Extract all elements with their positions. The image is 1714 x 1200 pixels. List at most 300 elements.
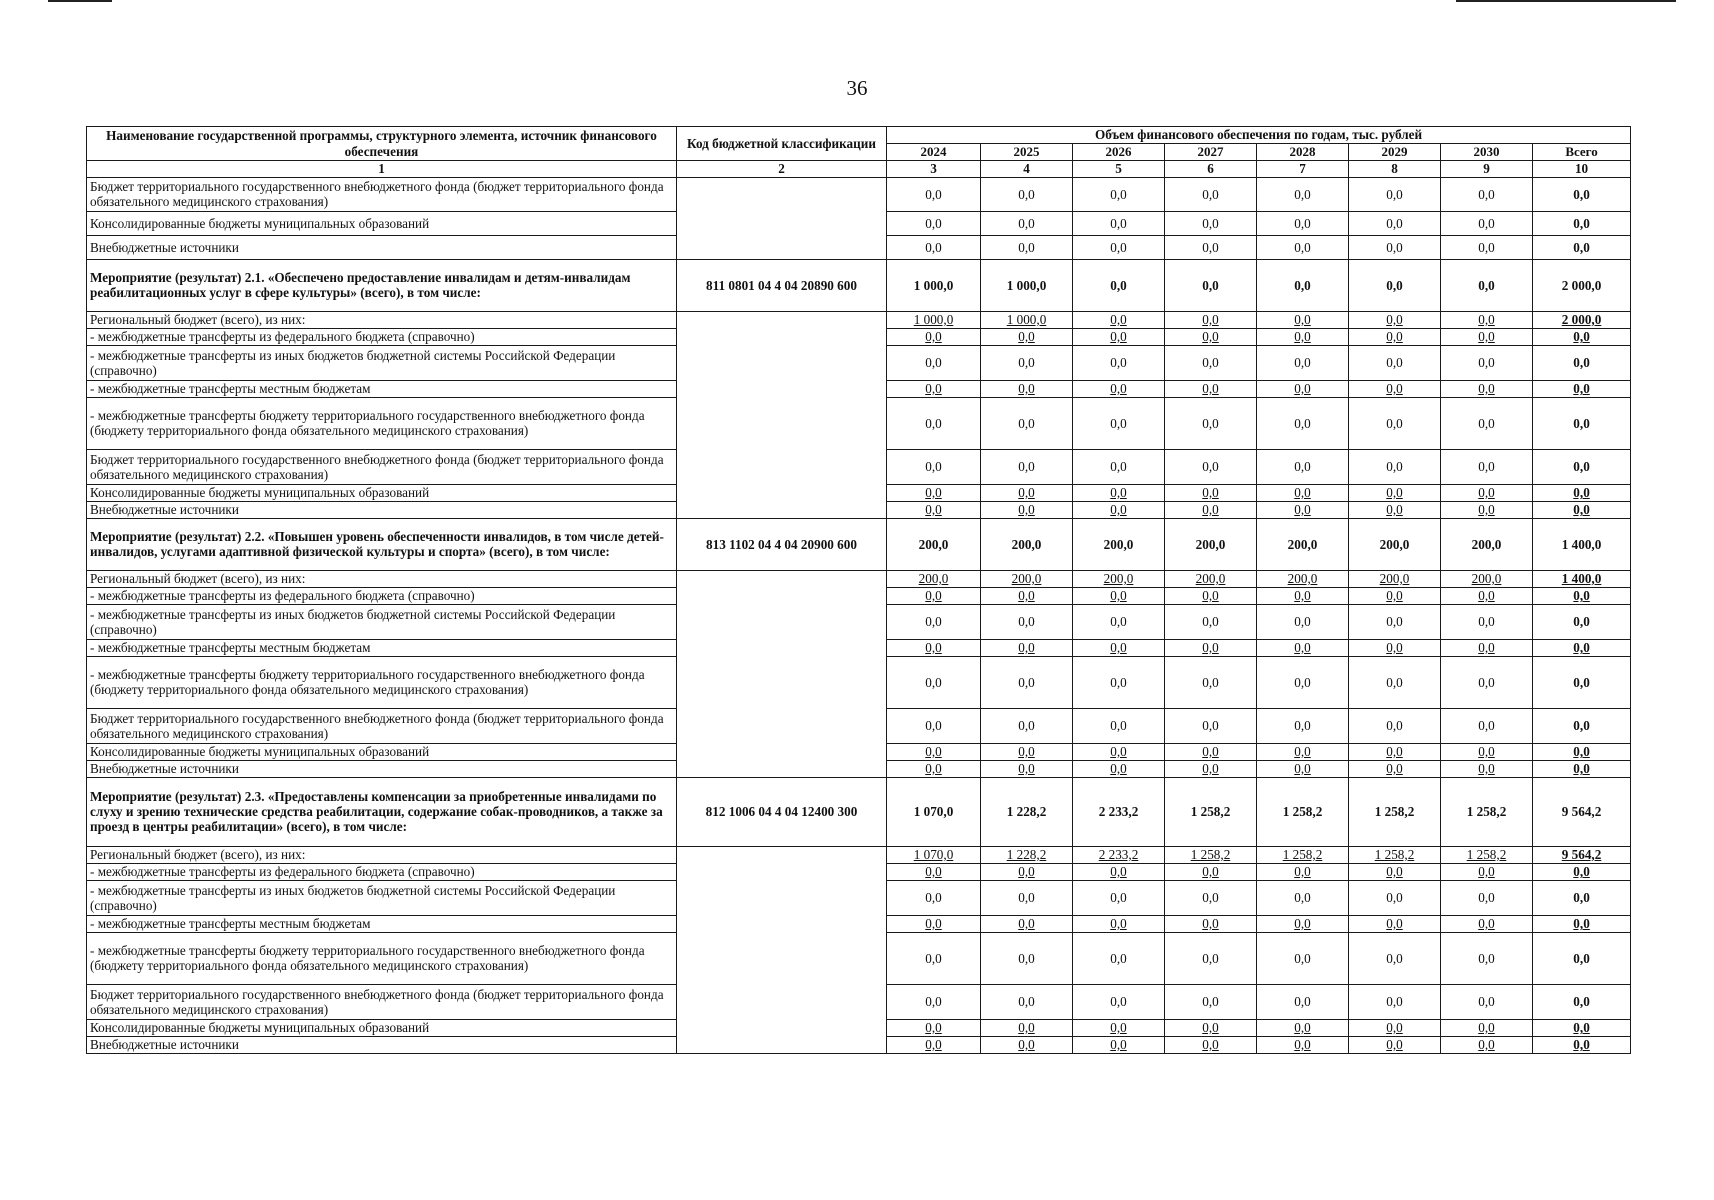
year-value: 0,0 <box>1165 397 1257 449</box>
year-value: 1 000,0 <box>981 259 1073 311</box>
source-row <box>87 177 1631 211</box>
source-name: Внебюджетные источники <box>87 1036 677 1053</box>
source-name: Внебюджетные источники <box>87 760 677 777</box>
event-title: Мероприятие (результат) 2.3. «Предоставлены компенсации за приобретенные инвалидами по слуху и зрению технические средства реабилитации, содержание собак-проводников, а также за проезд в центры реабилитации» (всего), в том числе: <box>87 777 677 846</box>
year-value: 1 258,2 <box>1165 846 1257 863</box>
year-value: 0,0 <box>981 587 1073 604</box>
year-value: 0,0 <box>1441 328 1533 345</box>
year-value: 0,0 <box>981 656 1073 708</box>
year-value: 0,0 <box>1165 235 1257 259</box>
header-name: Наименование государственной программы, структурного элемента, источник финансового обеспечения <box>87 127 677 161</box>
year-value: 0,0 <box>1441 1036 1533 1053</box>
year-value: 0,0 <box>1257 932 1349 984</box>
total-value: 0,0 <box>1533 177 1631 211</box>
year-value: 0,0 <box>1441 708 1533 743</box>
page-number: 36 <box>846 76 868 100</box>
year-value: 0,0 <box>981 211 1073 235</box>
year-value: 0,0 <box>1441 863 1533 880</box>
budget-code-blank <box>677 570 887 777</box>
year-value: 0,0 <box>1073 259 1165 311</box>
scan-edge-right <box>1456 0 1676 2</box>
year-value: 0,0 <box>1165 177 1257 211</box>
year-value: 0,0 <box>887 328 981 345</box>
total-value: 2 000,0 <box>1533 311 1631 328</box>
total-value: 0,0 <box>1533 328 1631 345</box>
year-value: 0,0 <box>1257 639 1349 656</box>
year-value: 0,0 <box>1257 760 1349 777</box>
year-value: 0,0 <box>1257 397 1349 449</box>
year-value: 0,0 <box>1441 484 1533 501</box>
source-row <box>87 846 1631 863</box>
year-value: 0,0 <box>1349 604 1441 639</box>
year-value: 200,0 <box>1441 518 1533 570</box>
year-value: 0,0 <box>1073 1019 1165 1036</box>
year-value: 0,0 <box>887 604 981 639</box>
source-name: - межбюджетные трансферты бюджету территориального государственного внебюджетного фонда (бюджету территориального фонда обязательного медицинского страхования) <box>87 932 677 984</box>
year-value: 0,0 <box>1073 380 1165 397</box>
year-value: 1 228,2 <box>981 777 1073 846</box>
year-value: 0,0 <box>1165 863 1257 880</box>
year-value: 0,0 <box>1073 656 1165 708</box>
year-value: 200,0 <box>981 570 1073 587</box>
year-value: 0,0 <box>1441 1019 1533 1036</box>
total-value: 1 400,0 <box>1533 570 1631 587</box>
year-value: 1 228,2 <box>981 846 1073 863</box>
year-value: 0,0 <box>981 604 1073 639</box>
year-value: 0,0 <box>1441 211 1533 235</box>
year-value: 0,0 <box>1073 604 1165 639</box>
col-number: 7 <box>1257 161 1349 178</box>
header-year: 2029 <box>1349 144 1441 161</box>
year-value: 0,0 <box>981 639 1073 656</box>
header-year: 2024 <box>887 144 981 161</box>
year-value: 0,0 <box>1073 1036 1165 1053</box>
year-value: 0,0 <box>1165 311 1257 328</box>
year-value: 0,0 <box>1441 397 1533 449</box>
col-number: 10 <box>1533 161 1631 178</box>
table-body <box>87 177 1631 1053</box>
year-value: 0,0 <box>1165 211 1257 235</box>
header-year: 2025 <box>981 144 1073 161</box>
year-value: 0,0 <box>1257 235 1349 259</box>
year-value: 0,0 <box>981 880 1073 915</box>
year-value: 2 233,2 <box>1073 846 1165 863</box>
year-value: 0,0 <box>1073 501 1165 518</box>
year-value: 0,0 <box>1073 743 1165 760</box>
year-value: 0,0 <box>887 345 981 380</box>
total-value: 0,0 <box>1533 708 1631 743</box>
total-value: 9 564,2 <box>1533 777 1631 846</box>
year-value: 0,0 <box>887 380 981 397</box>
year-value: 0,0 <box>1073 880 1165 915</box>
year-value: 0,0 <box>1257 259 1349 311</box>
total-value: 0,0 <box>1533 211 1631 235</box>
year-value: 0,0 <box>1441 915 1533 932</box>
total-value: 0,0 <box>1533 656 1631 708</box>
year-value: 1 258,2 <box>1349 846 1441 863</box>
year-value: 0,0 <box>1073 760 1165 777</box>
year-value: 0,0 <box>1441 311 1533 328</box>
year-value: 0,0 <box>1073 484 1165 501</box>
year-value: 0,0 <box>887 1019 981 1036</box>
budget-code-blank <box>677 846 887 1053</box>
year-value: 0,0 <box>1441 501 1533 518</box>
year-value: 200,0 <box>1349 570 1441 587</box>
table-header <box>87 127 1631 178</box>
source-name: - межбюджетные трансферты бюджету территориального государственного внебюджетного фонда (бюджету территориального фонда обязательного медицинского страхования) <box>87 397 677 449</box>
year-value: 0,0 <box>1441 345 1533 380</box>
year-value: 0,0 <box>981 177 1073 211</box>
year-value: 0,0 <box>1349 211 1441 235</box>
source-name: Внебюджетные источники <box>87 235 677 259</box>
year-value: 0,0 <box>1349 328 1441 345</box>
source-name: - межбюджетные трансферты из федерального бюджета (справочно) <box>87 328 677 345</box>
total-value: 0,0 <box>1533 915 1631 932</box>
event-row <box>87 259 1631 311</box>
total-value: 0,0 <box>1533 501 1631 518</box>
total-value: 0,0 <box>1533 345 1631 380</box>
year-value: 0,0 <box>981 380 1073 397</box>
year-value: 0,0 <box>1165 259 1257 311</box>
year-value: 0,0 <box>1257 380 1349 397</box>
year-value: 0,0 <box>887 449 981 484</box>
year-value: 0,0 <box>1165 639 1257 656</box>
total-value: 9 564,2 <box>1533 846 1631 863</box>
year-value: 0,0 <box>1165 1019 1257 1036</box>
year-value: 0,0 <box>1349 587 1441 604</box>
header-total: Всего <box>1533 144 1631 161</box>
year-value: 0,0 <box>1165 932 1257 984</box>
year-value: 0,0 <box>1257 915 1349 932</box>
year-value: 0,0 <box>1165 501 1257 518</box>
total-value: 0,0 <box>1533 587 1631 604</box>
year-value: 0,0 <box>1257 587 1349 604</box>
year-value: 0,0 <box>887 915 981 932</box>
total-value: 0,0 <box>1533 604 1631 639</box>
source-name: - межбюджетные трансферты местным бюджетам <box>87 915 677 932</box>
year-value: 200,0 <box>1257 518 1349 570</box>
total-value: 1 400,0 <box>1533 518 1631 570</box>
year-value: 0,0 <box>1349 380 1441 397</box>
year-value: 0,0 <box>1349 484 1441 501</box>
year-value: 0,0 <box>1165 760 1257 777</box>
year-value: 0,0 <box>1349 932 1441 984</box>
year-value: 0,0 <box>1165 587 1257 604</box>
col-number: 8 <box>1349 161 1441 178</box>
header-year: 2026 <box>1073 144 1165 161</box>
source-name: Консолидированные бюджеты муниципальных образований <box>87 743 677 760</box>
year-value: 1 000,0 <box>981 311 1073 328</box>
year-value: 0,0 <box>1073 587 1165 604</box>
year-value: 0,0 <box>1441 760 1533 777</box>
year-value: 0,0 <box>1073 177 1165 211</box>
year-value: 0,0 <box>1165 708 1257 743</box>
year-value: 0,0 <box>1257 177 1349 211</box>
year-value: 0,0 <box>1441 259 1533 311</box>
year-value: 0,0 <box>1257 880 1349 915</box>
year-value: 1 258,2 <box>1257 846 1349 863</box>
year-value: 0,0 <box>1073 639 1165 656</box>
year-value: 200,0 <box>1349 518 1441 570</box>
year-value: 0,0 <box>1349 311 1441 328</box>
year-value: 0,0 <box>1257 984 1349 1019</box>
year-value: 0,0 <box>1441 449 1533 484</box>
year-value: 0,0 <box>1257 656 1349 708</box>
source-name: Региональный бюджет (всего), из них: <box>87 311 677 328</box>
source-name: - межбюджетные трансферты из иных бюджетов бюджетной системы Российской Федерации (справочно) <box>87 604 677 639</box>
year-value: 0,0 <box>1165 915 1257 932</box>
year-value: 200,0 <box>887 570 981 587</box>
source-name: Бюджет территориального государственного внебюджетного фонда (бюджет территориального фонда обязательного медицинского страхования) <box>87 708 677 743</box>
year-value: 1 258,2 <box>1165 777 1257 846</box>
year-value: 0,0 <box>1257 1036 1349 1053</box>
year-value: 0,0 <box>981 760 1073 777</box>
budget-code: 812 1006 04 4 04 12400 300 <box>677 777 887 846</box>
year-value: 0,0 <box>1441 639 1533 656</box>
year-value: 0,0 <box>1073 932 1165 984</box>
year-value: 0,0 <box>1349 760 1441 777</box>
year-value: 1 000,0 <box>887 311 981 328</box>
year-value: 0,0 <box>981 1036 1073 1053</box>
year-value: 0,0 <box>1257 311 1349 328</box>
year-value: 0,0 <box>1441 380 1533 397</box>
total-value: 0,0 <box>1533 863 1631 880</box>
source-name: - межбюджетные трансферты местным бюджетам <box>87 380 677 397</box>
year-value: 0,0 <box>1165 484 1257 501</box>
header-year: 2027 <box>1165 144 1257 161</box>
col-number: 1 <box>87 161 677 178</box>
event-title: Мероприятие (результат) 2.2. «Повышен уровень обеспеченности инвалидов, в том числе детей-инвалидов, услугами адаптивной физической культуры и спорта» (всего), в том числе: <box>87 518 677 570</box>
year-value: 0,0 <box>887 639 981 656</box>
year-value: 0,0 <box>1257 328 1349 345</box>
year-value: 0,0 <box>1441 743 1533 760</box>
year-value: 0,0 <box>887 708 981 743</box>
year-value: 200,0 <box>1257 570 1349 587</box>
total-value: 0,0 <box>1533 1036 1631 1053</box>
year-value: 0,0 <box>1349 639 1441 656</box>
year-value: 0,0 <box>1257 863 1349 880</box>
year-value: 0,0 <box>981 235 1073 259</box>
total-value: 0,0 <box>1533 397 1631 449</box>
year-value: 0,0 <box>1349 259 1441 311</box>
total-value: 0,0 <box>1533 380 1631 397</box>
year-value: 0,0 <box>1073 863 1165 880</box>
total-value: 0,0 <box>1533 743 1631 760</box>
year-value: 0,0 <box>1073 235 1165 259</box>
budget-code-blank <box>677 311 887 518</box>
year-value: 0,0 <box>1349 235 1441 259</box>
year-value: 0,0 <box>887 235 981 259</box>
total-value: 0,0 <box>1533 235 1631 259</box>
header-year: 2028 <box>1257 144 1349 161</box>
year-value: 0,0 <box>887 743 981 760</box>
year-value: 0,0 <box>981 932 1073 984</box>
year-value: 0,0 <box>887 863 981 880</box>
year-value: 0,0 <box>1165 984 1257 1019</box>
year-value: 0,0 <box>1349 345 1441 380</box>
year-value: 1 258,2 <box>1441 777 1533 846</box>
total-value: 2 000,0 <box>1533 259 1631 311</box>
year-value: 0,0 <box>1073 708 1165 743</box>
year-value: 0,0 <box>887 587 981 604</box>
year-value: 0,0 <box>1349 397 1441 449</box>
source-name: Региональный бюджет (всего), из них: <box>87 846 677 863</box>
year-value: 0,0 <box>1441 587 1533 604</box>
year-value: 0,0 <box>981 328 1073 345</box>
year-value: 0,0 <box>1073 449 1165 484</box>
total-value: 0,0 <box>1533 984 1631 1019</box>
year-value: 0,0 <box>1073 984 1165 1019</box>
source-name: Региональный бюджет (всего), из них: <box>87 570 677 587</box>
source-name: Консолидированные бюджеты муниципальных образований <box>87 484 677 501</box>
source-name: - межбюджетные трансферты местным бюджетам <box>87 639 677 656</box>
col-number: 5 <box>1073 161 1165 178</box>
year-value: 0,0 <box>1257 501 1349 518</box>
year-value: 0,0 <box>1165 345 1257 380</box>
year-value: 0,0 <box>981 863 1073 880</box>
year-value: 0,0 <box>1349 656 1441 708</box>
year-value: 2 233,2 <box>1073 777 1165 846</box>
col-number: 9 <box>1441 161 1533 178</box>
year-value: 0,0 <box>1349 501 1441 518</box>
year-value: 0,0 <box>887 1036 981 1053</box>
col-number: 6 <box>1165 161 1257 178</box>
col-number: 2 <box>677 161 887 178</box>
year-value: 200,0 <box>1073 570 1165 587</box>
year-value: 1 258,2 <box>1349 777 1441 846</box>
year-value: 0,0 <box>1165 380 1257 397</box>
year-value: 0,0 <box>1349 708 1441 743</box>
source-name: - межбюджетные трансферты из иных бюджетов бюджетной системы Российской Федерации (справочно) <box>87 345 677 380</box>
year-value: 0,0 <box>981 743 1073 760</box>
scan-edge-left <box>48 0 112 2</box>
year-value: 0,0 <box>981 984 1073 1019</box>
year-value: 0,0 <box>1349 915 1441 932</box>
year-value: 200,0 <box>1165 518 1257 570</box>
year-value: 0,0 <box>1257 604 1349 639</box>
year-value: 0,0 <box>1349 863 1441 880</box>
year-value: 0,0 <box>1165 449 1257 484</box>
year-value: 0,0 <box>1441 177 1533 211</box>
year-value: 0,0 <box>887 760 981 777</box>
year-value: 0,0 <box>1257 211 1349 235</box>
year-value: 0,0 <box>887 211 981 235</box>
total-value: 0,0 <box>1533 484 1631 501</box>
financing-table <box>86 126 1631 1054</box>
year-value: 0,0 <box>887 501 981 518</box>
event-row <box>87 777 1631 846</box>
year-value: 0,0 <box>981 501 1073 518</box>
source-name: Бюджет территориального государственного внебюджетного фонда (бюджет территориального фонда обязательного медицинского страхования) <box>87 449 677 484</box>
year-value: 0,0 <box>1257 708 1349 743</box>
col-number: 4 <box>981 161 1073 178</box>
year-value: 0,0 <box>1073 915 1165 932</box>
header-code: Код бюджетной классификации <box>677 127 887 161</box>
year-value: 0,0 <box>1349 1036 1441 1053</box>
source-name: Внебюджетные источники <box>87 501 677 518</box>
year-value: 0,0 <box>1073 397 1165 449</box>
total-value: 0,0 <box>1533 449 1631 484</box>
year-value: 0,0 <box>981 1019 1073 1036</box>
event-title: Мероприятие (результат) 2.1. «Обеспечено предоставление инвалидам и детям-инвалидам реабилитационных услуг в сфере культуры» (всего), в том числе: <box>87 259 677 311</box>
year-value: 200,0 <box>1441 570 1533 587</box>
year-value: 0,0 <box>1441 984 1533 1019</box>
year-value: 1 070,0 <box>887 777 981 846</box>
year-value: 0,0 <box>1165 656 1257 708</box>
source-name: - межбюджетные трансферты из федерального бюджета (справочно) <box>87 863 677 880</box>
year-value: 0,0 <box>1165 1036 1257 1053</box>
year-value: 0,0 <box>887 177 981 211</box>
year-value: 0,0 <box>1257 1019 1349 1036</box>
year-value: 0,0 <box>981 397 1073 449</box>
year-value: 0,0 <box>1165 880 1257 915</box>
budget-code-blank <box>677 177 887 259</box>
header-volume: Объем финансового обеспечения по годам, тыс. рублей <box>887 127 1631 144</box>
year-value: 0,0 <box>1073 311 1165 328</box>
year-value: 0,0 <box>1441 932 1533 984</box>
total-value: 0,0 <box>1533 880 1631 915</box>
year-value: 0,0 <box>887 397 981 449</box>
year-value: 0,0 <box>981 915 1073 932</box>
year-value: 1 258,2 <box>1441 846 1533 863</box>
year-value: 0,0 <box>1165 328 1257 345</box>
year-value: 0,0 <box>1257 449 1349 484</box>
year-value: 0,0 <box>1441 235 1533 259</box>
year-value: 1 000,0 <box>887 259 981 311</box>
header-year: 2030 <box>1441 144 1533 161</box>
year-value: 0,0 <box>1257 743 1349 760</box>
year-value: 200,0 <box>1073 518 1165 570</box>
total-value: 0,0 <box>1533 932 1631 984</box>
source-name: Бюджет территориального государственного внебюджетного фонда (бюджет территориального фонда обязательного медицинского страхования) <box>87 984 677 1019</box>
budget-code: 811 0801 04 4 04 20890 600 <box>677 259 887 311</box>
year-value: 200,0 <box>887 518 981 570</box>
year-value: 0,0 <box>1349 880 1441 915</box>
year-value: 0,0 <box>1441 604 1533 639</box>
budget-code: 813 1102 04 4 04 20900 600 <box>677 518 887 570</box>
year-value: 0,0 <box>1073 345 1165 380</box>
year-value: 0,0 <box>887 880 981 915</box>
year-value: 0,0 <box>1073 211 1165 235</box>
year-value: 0,0 <box>1165 604 1257 639</box>
source-row <box>87 570 1631 587</box>
year-value: 0,0 <box>1349 1019 1441 1036</box>
year-value: 0,0 <box>1073 328 1165 345</box>
source-name: - межбюджетные трансферты из иных бюджетов бюджетной системы Российской Федерации (справочно) <box>87 880 677 915</box>
source-row <box>87 311 1631 328</box>
year-value: 0,0 <box>1257 484 1349 501</box>
year-value: 0,0 <box>887 932 981 984</box>
year-value: 0,0 <box>1349 743 1441 760</box>
year-value: 200,0 <box>1165 570 1257 587</box>
year-value: 0,0 <box>887 484 981 501</box>
source-name: Бюджет территориального государственного внебюджетного фонда (бюджет территориального фонда обязательного медицинского страхования) <box>87 177 677 211</box>
year-value: 0,0 <box>981 345 1073 380</box>
year-value: 0,0 <box>887 984 981 1019</box>
year-value: 0,0 <box>1349 449 1441 484</box>
year-value: 0,0 <box>1349 177 1441 211</box>
event-row <box>87 518 1631 570</box>
year-value: 200,0 <box>981 518 1073 570</box>
source-name: - межбюджетные трансферты бюджету территориального государственного внебюджетного фонда (бюджету территориального фонда обязательного медицинского страхования) <box>87 656 677 708</box>
col-number: 3 <box>887 161 981 178</box>
total-value: 0,0 <box>1533 1019 1631 1036</box>
year-value: 0,0 <box>887 656 981 708</box>
year-value: 0,0 <box>1441 880 1533 915</box>
year-value: 0,0 <box>1165 743 1257 760</box>
source-name: Консолидированные бюджеты муниципальных образований <box>87 1019 677 1036</box>
year-value: 0,0 <box>981 484 1073 501</box>
